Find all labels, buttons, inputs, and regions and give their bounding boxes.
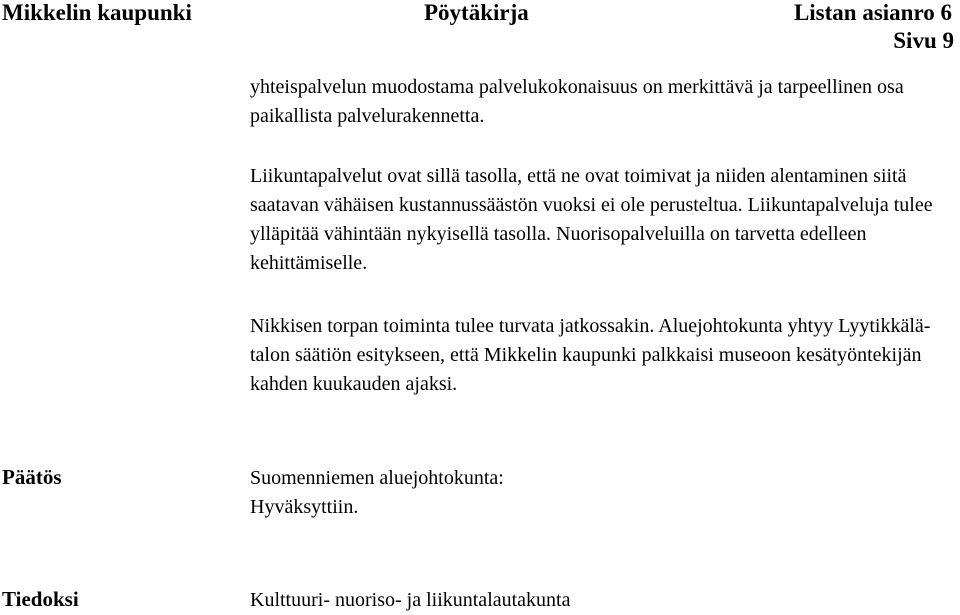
decision-section bbox=[250, 464, 504, 522]
page-header bbox=[0, 0, 960, 60]
body-paragraph bbox=[250, 312, 950, 399]
body-paragraph bbox=[250, 162, 950, 278]
list-item-number: Listan asianro 6 bbox=[793, 0, 952, 25]
body-paragraph bbox=[250, 73, 950, 131]
inform-label: Tiedoksi bbox=[2, 587, 79, 611]
document-type: Pöytäkirja bbox=[424, 0, 529, 25]
decision-label: Päätös bbox=[2, 465, 62, 489]
paragraph-text: Nikkisen torpan toiminta tulee turvata jatkossakin. Aluejohtokunta yhtyy Lyytikkälä-talon säätiön esitykseen, että Mikkelin kaupunki palkkaisi museoon kesätyöntekijän kahden kuukauden ajaksi. bbox=[250, 315, 931, 395]
paragraph-text: yhteispalvelun muodostama palvelukokonaisuus on merkittävä ja tarpeellinen osa paikallista palvelurakennetta. bbox=[250, 76, 904, 127]
paragraph-text: Liikuntapalvelut ovat sillä tasolla, että ne ovat toimivat ja niiden alentaminen siitä saatavan vähäisen kustannussäästön vuoksi ei ole perusteltua. Liikuntapalveluja tulee ylläpitää vähintään nykyisellä tasolla. Nuorisopalveluilla on tarvetta edelleen kehittämiselle. bbox=[250, 165, 933, 274]
decision-result: Hyväksyttiin. bbox=[250, 496, 359, 518]
inform-value: Kulttuuri- nuoriso- ja liikuntalautakunta bbox=[250, 589, 571, 611]
page-number: Sivu 9 bbox=[893, 28, 954, 53]
decision-body: Suomenniemen aluejohtokunta: bbox=[250, 467, 504, 489]
organization-name: Mikkelin kaupunki bbox=[2, 0, 192, 25]
